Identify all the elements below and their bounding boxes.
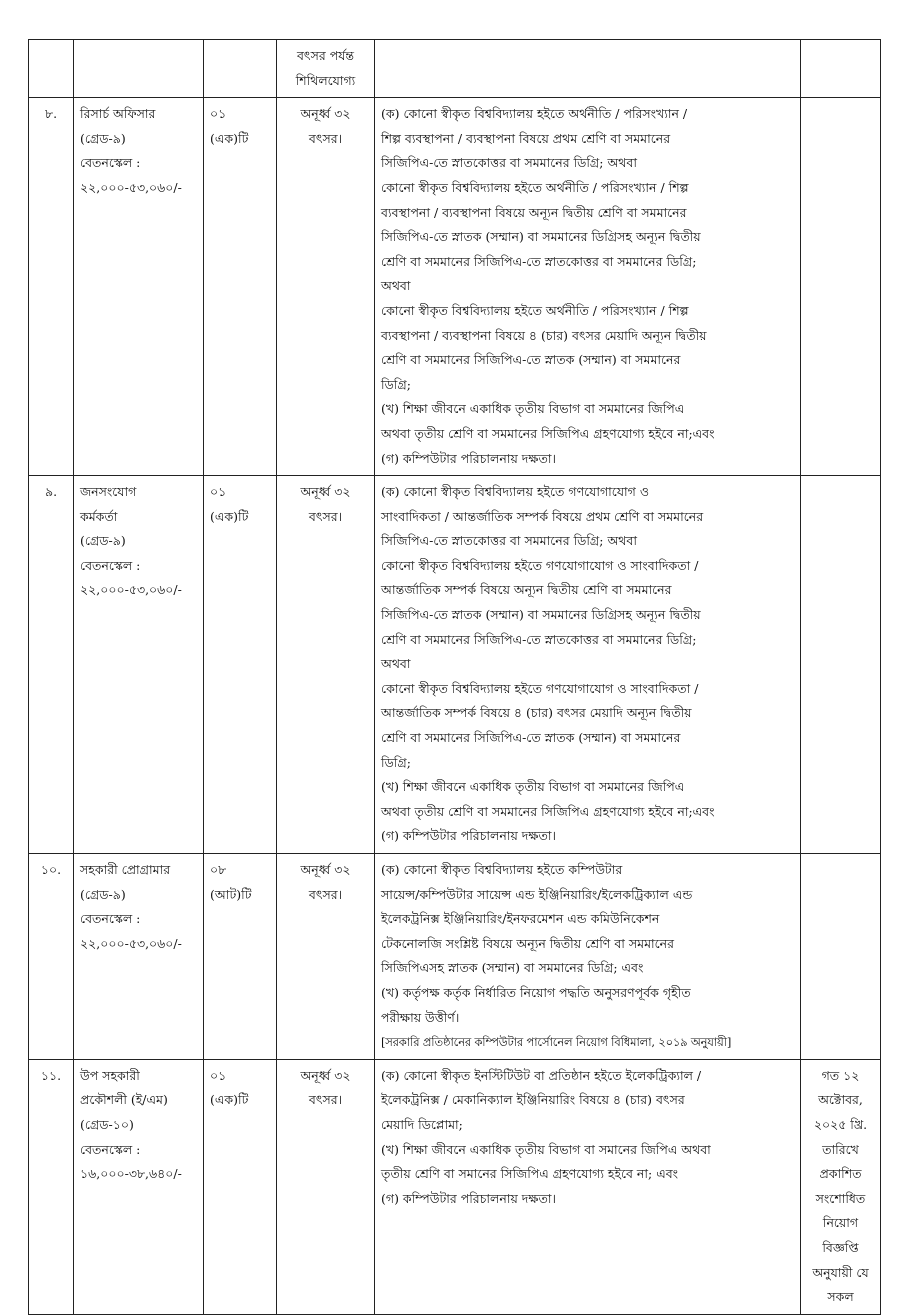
remarks-cell <box>801 98 881 476</box>
vacancy-count-cell <box>204 854 277 1060</box>
post-line: বেতনস্কেল : <box>80 911 141 927</box>
serial-number: ১১. <box>40 1067 62 1083</box>
table-row <box>29 40 881 98</box>
table-row <box>29 1059 881 1314</box>
table-row <box>29 854 881 1060</box>
rule-reference: [সরকারি প্রতিষ্ঠানের কম্পিউটার পার্সোনেল নিয়োগ বিধিমালা, ২০১৯ অনুযায়ী] <box>381 1035 732 1050</box>
remarks-cell <box>801 476 881 854</box>
age-line: বৎসর। <box>308 1092 343 1108</box>
qual-line: (খ) শিক্ষা জীবনে একাধিক তৃতীয় বিভাগ বা সমমানের জিপিএ <box>381 401 685 417</box>
age-line: অনূর্ধ্ব ৩২ <box>300 106 351 122</box>
qual-line: (গ) কম্পিউটার পরিচালনায় দক্ষতা। <box>381 828 556 844</box>
qual-line: শ্রেণি বা সমমানের সিজিপিএ-তে স্নাতক (সম্মান) বা সমমানের <box>381 730 681 746</box>
qualification-cell <box>375 854 801 1060</box>
qual-line: সিজিপিএ-তে স্নাতকোত্তর বা সমমানের ডিগ্রি; অথবা <box>381 155 637 171</box>
qual-line: অথবা তৃতীয় শ্রেণি বা সমমানের সিজিপিএ গ্রহণযোগ্য হইবে না;এবং <box>381 803 715 819</box>
age-line: বৎসর। <box>308 886 343 902</box>
count-line: (এক)টি <box>210 508 249 524</box>
age-line: শিথিলযোগ্য <box>295 72 356 88</box>
count-line: ০১ <box>210 1067 227 1083</box>
vacancy-count-cell <box>204 476 277 854</box>
post-name-cell <box>74 1059 204 1314</box>
table-row <box>29 98 881 476</box>
post-line: (গ্রেড-১০) <box>80 1116 134 1132</box>
qual-line: আন্তর্জাতিক সম্পর্ক বিষয়ে ৪ (চার) বৎসর মেয়াদি অন্যূন দ্বিতীয় <box>381 705 692 721</box>
qual-line: শ্রেণি বা সমমানের সিজিপিএ-তে স্নাতকোত্তর বা সমমানের ডিগ্রি; <box>381 253 697 269</box>
qual-line: মেয়াদি ডিপ্লোমা; <box>381 1116 463 1132</box>
post-line: জনসংযোগ <box>80 484 137 500</box>
qual-line: তৃতীয় শ্রেণি বা সমানের সিজিপিএ গ্রহণযোগ্য হইবে না; এবং <box>381 1166 679 1182</box>
count-line: ০১ <box>210 106 227 122</box>
qual-line: (খ) শিক্ষা জীবনে একাধিক তৃতীয় বিভাগ বা সমমানের জিপিএ <box>381 779 685 795</box>
note-line: গত ১২ অক্টোবর, <box>818 1067 863 1108</box>
post-line: (গ্রেড-৯) <box>80 130 126 146</box>
qual-line: সিজিপিএ-তে স্নাতক (সম্মান) বা সমমানের ডিগ্রিসহ অন্যূন দ্বিতীয় <box>381 229 701 245</box>
age-limit-cell <box>277 476 375 854</box>
qual-line: কোনো স্বীকৃত বিশ্ববিদ্যালয় হইতে গণযোগাযোগ ও সাংবাদিকতা / <box>381 680 699 696</box>
post-line: ২২,০০০-৫৩,০৬০/- <box>80 582 182 598</box>
serial-cell <box>29 476 74 854</box>
note-line: তারিখে প্রকাশিত <box>819 1141 862 1182</box>
serial-cell <box>29 854 74 1060</box>
age-line: বৎসর। <box>308 508 343 524</box>
serial-number: ৯. <box>44 484 58 500</box>
vacancy-count-cell <box>204 98 277 476</box>
qual-line: (গ) কম্পিউটার পরিচালনায় দক্ষতা। <box>381 450 556 466</box>
qual-line: অথবা <box>381 278 411 294</box>
qual-line: (ক) কোনো স্বীকৃত বিশ্ববিদ্যালয় হইতে অর্থনীতি / পরিসংখ্যান / <box>381 106 688 122</box>
qual-line: শ্রেণি বা সমমানের সিজিপিএ-তে স্নাতকোত্তর বা সমমানের ডিগ্রি; <box>381 631 697 647</box>
age-limit-cell <box>277 854 375 1060</box>
qual-line: অথবা <box>381 656 411 672</box>
qualification-cell <box>375 1059 801 1314</box>
age-line: বৎসর পর্যন্ত <box>296 48 355 63</box>
age-limit-cell <box>277 1059 375 1314</box>
qual-line: ডিগ্রি; <box>381 376 411 392</box>
qual-line: (খ) শিক্ষা জীবনে একাধিক তৃতীয় বিভাগ বা সমানের জিপিএ অথবা <box>381 1141 711 1157</box>
qual-line: কোনো স্বীকৃত বিশ্ববিদ্যালয় হইতে অর্থনীতি / পরিসংখ্যান / শিল্প <box>381 302 689 318</box>
remarks-cell <box>801 1059 881 1314</box>
post-name-cell <box>74 476 204 854</box>
qual-line: শ্রেণি বা সমমানের সিজিপিএ-তে স্নাতক (সম্মান) বা সমমানের <box>381 352 681 368</box>
post-line: (গ্রেড-৯) <box>80 886 126 902</box>
qual-line: সায়েন্স/কম্পিউটার সায়েন্স এন্ড ইঞ্জিনিয়ারিং/ইলেকট্রিক্যাল এন্ড <box>381 886 693 902</box>
serial-cell <box>29 1059 74 1314</box>
qual-line: (ক) কোনো স্বীকৃত বিশ্ববিদ্যালয় হইতে কম্পিউটার <box>381 862 623 877</box>
age-line: বৎসর। <box>308 130 343 146</box>
note-line: ২০২৫ খ্রি. <box>813 1116 868 1132</box>
qual-line: ইলেকট্রনিক্স ইঞ্জিনিয়ারিং/ইনফরমেশন এন্ড কমিউনিকেশন <box>381 911 660 927</box>
qual-line: (গ) কম্পিউটার পরিচালনায় দক্ষতা। <box>381 1190 556 1206</box>
post-line: (গ্রেড-৯) <box>80 533 126 549</box>
qual-line: সিজিপিএসহ স্নাতক (সম্মান) বা সমমানের ডিগ্রি; এবং <box>381 960 644 976</box>
vacancy-count-cell <box>204 40 277 98</box>
note-line: নিয়োগ বিজ্ঞপ্তি <box>822 1215 859 1255</box>
age-limit-cell <box>277 98 375 476</box>
qualification-cell <box>375 476 801 854</box>
post-line: কর্মকর্তা <box>80 508 118 524</box>
serial-cell <box>29 40 74 98</box>
qualification-cell <box>375 40 801 98</box>
count-line: ০৮ <box>210 862 227 877</box>
qual-line: সিজিপিএ-তে স্নাতক (সম্মান) বা সমমানের ডিগ্রিসহ অন্যূন দ্বিতীয় <box>381 607 701 623</box>
post-line: সহকারী প্রোগ্রামার <box>80 862 171 877</box>
qual-line: কোনো স্বীকৃত বিশ্ববিদ্যালয় হইতে গণযোগাযোগ ও সাংবাদিকতা / <box>381 557 699 573</box>
remarks-cell <box>801 40 881 98</box>
post-line: বেতনস্কেল : <box>80 557 141 573</box>
qual-line: শিল্প ব্যবস্থাপনা / ব্যবস্থাপনা বিষয়ে প্রথম শ্রেণি বা সমমানের <box>381 130 671 146</box>
qual-line: আন্তর্জাতিক সম্পর্ক বিষয়ে অন্যূন দ্বিতীয় শ্রেণি বা সমমানের <box>381 582 672 598</box>
count-line: (এক)টি <box>210 130 249 146</box>
recruitment-table <box>28 39 881 1315</box>
remarks-cell <box>801 854 881 1060</box>
post-line: রিসার্চ অফিসার <box>80 106 156 122</box>
qual-line: পরীক্ষায় উত্তীর্ণ। <box>381 1009 460 1025</box>
qualification-cell <box>375 98 801 476</box>
post-line: প্রকৌশলী (ই/এম) <box>80 1092 168 1108</box>
serial-cell <box>29 98 74 476</box>
count-line: (আট)টি <box>210 886 252 902</box>
qual-line: ডিগ্রি; <box>381 754 411 770</box>
post-line: বেতনস্কেল : <box>80 155 141 171</box>
serial-number: ৮. <box>44 106 58 122</box>
qual-line: সাংবাদিকতা / আন্তর্জাতিক সম্পর্ক বিষয়ে প্রথম শ্রেণি বা সমমানের <box>381 508 704 524</box>
qual-line: (ক) কোনো স্বীকৃত বিশ্ববিদ্যালয় হইতে গণযোগাযোগ ও <box>381 484 650 500</box>
age-limit-cell <box>277 40 375 98</box>
qual-line: ব্যবস্থাপনা / ব্যবস্থাপনা বিষয়ে অন্যূন দ্বিতীয় শ্রেণি বা সমমানের <box>381 204 687 220</box>
qual-line: (ক) কোনো স্বীকৃত ইনস্টিটিউট বা প্রতিষ্ঠান হইতে ইলেকট্রিক্যাল / <box>381 1067 702 1083</box>
age-line: অনূর্ধ্ব ৩২ <box>300 862 351 877</box>
qual-line: সিজিপিএ-তে স্নাতকোত্তর বা সমমানের ডিগ্রি; অথবা <box>381 533 637 549</box>
post-line: ১৬,০০০-৩৮,৬৪০/- <box>80 1166 182 1182</box>
table-body <box>29 40 881 1315</box>
table-row <box>29 476 881 854</box>
age-line: অনূর্ধ্ব ৩২ <box>300 1067 351 1083</box>
qual-line: অথবা তৃতীয় শ্রেণি বা সমমানের সিজিপিএ গ্রহণযোগ্য হইবে না;এবং <box>381 425 715 441</box>
qual-line: (খ) কর্তৃপক্ষ কর্তৃক নির্ধারিত নিয়োগ পদ্ধতি অনুসরণপূর্বক গৃহীত <box>381 984 691 1000</box>
note-line: অনুযায়ী যে সকল <box>812 1264 869 1305</box>
count-line: (এক)টি <box>210 1092 249 1108</box>
post-line: ২২,০০০-৫৩,০৬০/- <box>80 179 182 195</box>
serial-number: ১০. <box>40 862 62 877</box>
count-line: ০১ <box>210 484 227 500</box>
qual-line: টেকনোলজি সংশ্লিষ্ট বিষয়ে অন্যূন দ্বিতীয় শ্রেণি বা সমমানের <box>381 935 674 951</box>
qual-line: কোনো স্বীকৃত বিশ্ববিদ্যালয় হইতে অর্থনীতি / পরিসংখ্যান / শিল্প <box>381 179 689 195</box>
qual-line: ব্যবস্থাপনা / ব্যবস্থাপনা বিষয়ে ৪ (চার) বৎসর মেয়াদি অন্যূন দ্বিতীয় <box>381 327 707 343</box>
post-name-cell <box>74 98 204 476</box>
post-name-cell <box>74 854 204 1060</box>
post-line: বেতনস্কেল : <box>80 1141 141 1157</box>
post-name-cell <box>74 40 204 98</box>
post-line: উপ সহকারী <box>80 1067 140 1083</box>
qual-line: ইলেকট্রনিক্স / মেকানিক্যাল ইঞ্জিনিয়ারিং বিষয়ে ৪ (চার) বৎসর <box>381 1092 685 1108</box>
note-line: সংশোধিত <box>815 1190 866 1206</box>
post-line: ২২,০০০-৫৩,০৬০/- <box>80 935 182 951</box>
vacancy-count-cell <box>204 1059 277 1314</box>
age-line: অনূর্ধ্ব ৩২ <box>300 484 351 500</box>
